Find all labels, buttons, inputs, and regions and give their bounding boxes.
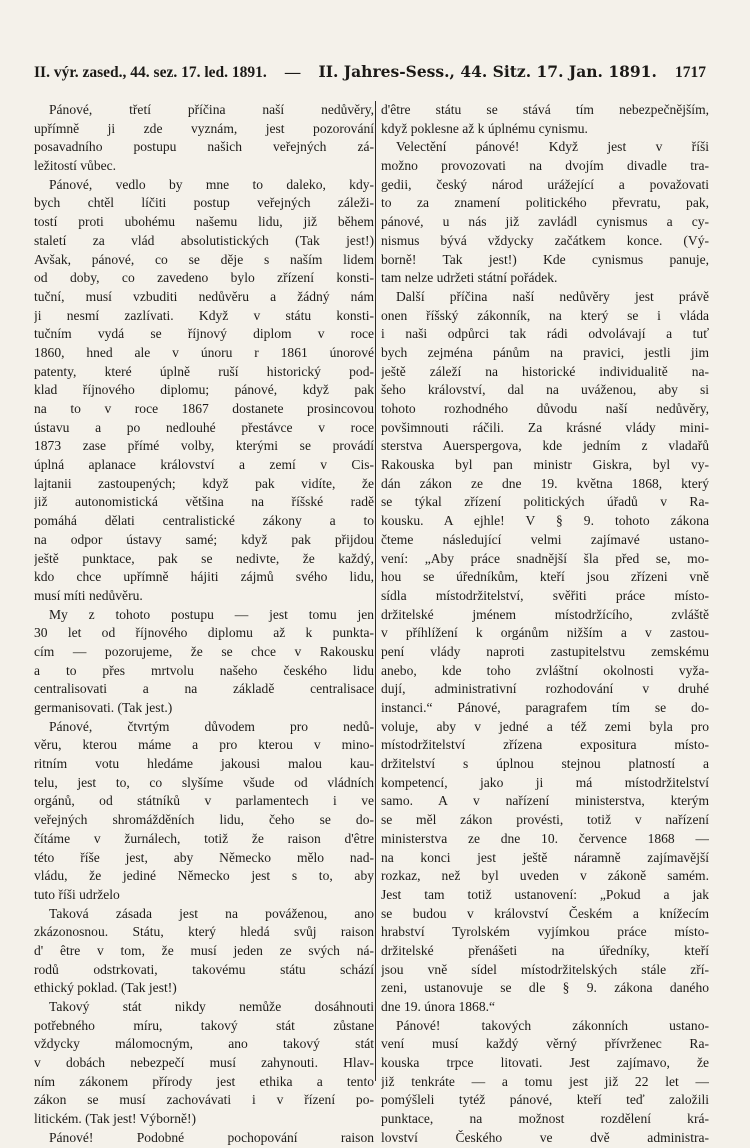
text-line: hou se úředníkům, kteří jsou zřízeni vně [381, 569, 709, 585]
text-line: anebo, kde toho zvláštní okolnosti vyža- [381, 662, 709, 678]
text-line: Velectění pánové! Když jest v říši [396, 139, 709, 155]
text-line: se měl zákon provésti, totiž v nařízení [381, 812, 709, 828]
text-line: pomáhá dělati centralistické zákony a to [34, 513, 374, 529]
text-line: čítáme v žurnálech, totiž že raison d'être [34, 830, 374, 846]
column-divider [375, 101, 376, 1081]
text-line: pení vlády naproti zastupitelstvu zemskému [381, 643, 709, 659]
text-line: jsou vně sídel místodržitelských stále zří- [381, 961, 709, 977]
right-column [381, 101, 709, 1148]
text-line: držitelství s úplnou stejnou platností a [381, 756, 709, 772]
text-line: Avšak, pánové, co se děje s naším lidem [34, 251, 374, 267]
text-line: úplná aplanace království a zemí v Cis- [34, 457, 374, 473]
text-line: samo. A v nařízení ministerstva, kterým [381, 793, 709, 809]
text-line: nismus bývá vždycky začátkem konce. (Vý- [381, 232, 709, 248]
text-line: ještě záleží na historické individualitě na- [381, 363, 709, 379]
header-czech: II. výr. zased., 44. sez. 17. led. 1891. [34, 64, 267, 81]
text-line: na konci jest ještě náramně zajímavější [381, 849, 709, 865]
text-line: ležitostí vůbec. [34, 158, 117, 174]
text-line: instanci.“ Pánové, paragrafem tím se do- [381, 700, 709, 715]
text-line: pomýšleli tytéž pánové, kteří teď založili [381, 1092, 709, 1108]
text-line: kousku. A ejhle! V § 9. tohoto zákona [381, 513, 709, 529]
text-line: když poklesne až k úplnému cynismu. [381, 120, 588, 136]
text-line: v příhlížení k orgánům nižším a v zastou- [381, 625, 709, 641]
text-line: posavadního postupu našich veřejných zá- [34, 139, 374, 155]
text-line: čteme následující velmi zajímavé ustano- [381, 531, 709, 547]
text-line: možno provozovati na dvojím divadle tra- [381, 158, 709, 174]
text-line: 30 let od říjnového diplomu až k punkta- [34, 625, 374, 641]
text-line: věru, kterou máme a pro kterou v mino- [34, 737, 374, 753]
text-line: staletí za vlád absolutistických (Tak jest!) [34, 232, 374, 248]
text-line: ethický poklad. (Tak jest!) [34, 980, 177, 996]
text-line: hrabství Tyrolském vyjímkou práce místo- [381, 924, 709, 940]
text-line: cím — pozorujeme, že se chce v Rakousku [34, 643, 374, 659]
text-line: 1873 zase přímé volby, kterými se provádí [34, 438, 374, 454]
text-line: tostí proti ubohému našemu lidu, již během [34, 214, 374, 230]
text-line: od doby, co zavedeno bylo zřízení konsti- [34, 270, 374, 286]
text-line: germanisovati. (Tak jest.) [34, 700, 173, 715]
text-line: na odpor ústavy samé; když pak přijdou [34, 531, 374, 547]
header-dash: — [284, 64, 301, 81]
text-line: vládu, že jediné Německo jest s to, aby [34, 868, 374, 884]
text-line: ústavu a po nedlouhé přestávce v roce [34, 419, 374, 435]
text-line: ním zákonem přírody jest ethika a tento [34, 1073, 374, 1089]
text-line: potřebného míru, takový stát zůstane [34, 1017, 374, 1033]
text-line: kdo chce upřímně hájiti zájmů svého lidu, [34, 569, 374, 585]
text-line: sterstva Auerspergova, kde jedním z vladařů [381, 438, 709, 454]
text-line: již tenkráte — a tomu jest již 22 let — [381, 1073, 709, 1089]
text-line: lajtanii zastoupených; když pak vidíte, že [34, 475, 374, 491]
text-line: ještě punktace, pak se nedivte, že každý, [34, 550, 374, 566]
text-line: místodržitelství zřízena expositura místo- [381, 737, 709, 753]
text-line: upřímně ji zde vyznám, jest pozorování [34, 120, 374, 136]
text-line: musí míti nedůvěru. [34, 587, 143, 603]
text-line: Pánové, čtvrtým důvodem pro nedů- [49, 718, 374, 734]
text-line: Pánové! takových zákonních ustano- [396, 1017, 709, 1033]
text-line: tam nelze udržeti státní pořádek. [381, 270, 558, 286]
text-line: 1860, hned ale v únoru r 1861 únorové [34, 344, 374, 360]
text-line: klad říjnového diplomu; pánové, když pak [34, 382, 374, 398]
text-line: rozkaz, než byl uveden v zákoně samém. [381, 868, 709, 884]
text-line: dán zákon ze dne 19. května 1868, který [381, 475, 709, 491]
text-line: tučním vydá se říjnový diplom v roce [34, 326, 374, 342]
text-line: punktace, na možnost rozdělení krá- [381, 1111, 709, 1127]
text-line: borně! Tak jest!) Kde cynismus panuje, [381, 251, 709, 267]
text-line: lovství Českého ve dvě administra- [381, 1129, 709, 1145]
header-german: II. Jahres-Sess., 44. Sitz. 17. Jan. 1891. [318, 62, 657, 81]
text-line: orgánů, od státníků v parlamentech i ve [34, 793, 374, 809]
text-line: centralisovati a na základě centralisace [34, 681, 374, 697]
text-line: d'être státu se stává tím nebezpečnějším, [381, 102, 709, 117]
text-line: tohoto rozhodného důvodu naší nedůvěry, [381, 401, 709, 416]
text-line: se týkal zřízení politických úřadů v Ra- [381, 494, 709, 510]
text-line: Jest tam totiž ustanovení: „Pokud a jak [381, 886, 709, 902]
text-line: Taková zásada jest na pováženou, ano [49, 905, 374, 921]
text-line: Takový stát nikdy nemůže dosáhnouti [49, 999, 374, 1014]
text-line: telu, jest to, co slyšíme všude od vládních [34, 774, 374, 790]
page-number: 1717 [674, 64, 706, 81]
text-line: rodů odstrkovati, takovému státu schází [34, 961, 374, 977]
text-line: držitelské přenášeti na úředníky, kteří [381, 942, 709, 958]
text-line: v dobách nebezpečí musí zahynouti. Hlav- [34, 1055, 374, 1071]
left-column [34, 101, 374, 1148]
text-line: bych chtěl líčiti postup veřejných záleži- [34, 195, 374, 211]
text-line: Rakouska byl pan ministr Giskra, byl vy- [381, 457, 709, 473]
text-line: již autonomistická většina na říšské radě [34, 494, 374, 510]
text-line: zákon se musí zachovávati i v řízení po- [34, 1092, 374, 1108]
text-line: gedii, český národ urážející a považovati [381, 176, 709, 192]
text-line: veřejných shromážděních lidu, čeho se do- [34, 812, 374, 828]
text-line: tuční, musí vzbuditi nedůvěru a žádný nám [34, 288, 374, 304]
text-line: této říše jest, aby Německo mělo nad- [34, 849, 374, 865]
text-line: ji nesmí zazlívati. Když v státu konsti- [34, 307, 374, 323]
text-line: zkázonosnou. Státu, který hledá svůj raison [34, 924, 374, 940]
text-line: Pánové, třetí příčina naší nedůvěry, [49, 102, 374, 117]
text-line: ritním votu hledáme jakousi malou kau- [34, 756, 374, 772]
text-line: Pánové, vedlo by mne to daleko, kdy- [49, 176, 374, 192]
text-line: kompetencí, jako ji má místodržitelství [381, 774, 709, 790]
text-line: povšimnouti ráčili. Za krásné vlády mini- [381, 419, 709, 435]
text-line: se budou v království Českém a knížecím [381, 905, 709, 921]
text-line: voluje, aby v jedné a též zemi byla pro [381, 718, 709, 734]
text-line: zeni, ustanovuje se dle § 9. zákona daného [381, 980, 709, 996]
text-line: na to v roce 1867 dostanete prosincovou [34, 401, 374, 416]
text-line: tuto říši udrželo [34, 886, 120, 902]
text-line: patenty, které úplně ruší historický pod- [34, 363, 374, 379]
text-line: Pánové! Podobné pochopování raison [49, 1129, 374, 1145]
text-line: My z tohoto postupu — jest tomu jen [49, 606, 374, 622]
text-line: sídla místodržitelství, svěřiti práce místo- [381, 587, 709, 603]
text-line: bych zejména pánům na pravici, jestli jim [381, 344, 709, 360]
text-line: d' être v tom, že musí jeden ze svých ná- [34, 942, 374, 958]
text-line: dne 19. února 1868.“ [381, 999, 495, 1014]
text-line: šeho království, dal na uváženou, aby si [381, 382, 709, 398]
text-line: vení musí každý věrný přívrženec Ra- [381, 1036, 709, 1052]
text-line: pánové, u nás již zavládl cynismus a cy- [381, 214, 709, 230]
text-line: kouska trpce litovati. Jest zajímavo, že [381, 1055, 709, 1071]
text-line: to za znamení politického převratu, pak, [381, 195, 709, 211]
text-line: vení: „Aby práce snadnější šla před se, mo- [381, 550, 709, 566]
text-line: litickém. (Tak jest! Výborně!) [34, 1111, 197, 1127]
text-line: Další příčina naší nedůvěry jest právě [396, 288, 709, 304]
text-line: držitelské jménem místodržícího, zvláště [381, 606, 709, 622]
text-line: vždycky málomocným, ano takový stát [34, 1036, 374, 1052]
running-header [34, 62, 706, 86]
text-line: ministerstva ze dne 10. července 1868 — [381, 830, 709, 846]
text-line: onen říšský zákonník, na který se i vláda [381, 307, 709, 323]
text-line: i naši odpůrci tak rádi odvolávají a tuť [381, 326, 709, 342]
text-line: a to přes mrtvolu našeho českého lidu [34, 662, 374, 678]
text-line: dují, administrativní rozhodování v druhé [381, 681, 709, 697]
